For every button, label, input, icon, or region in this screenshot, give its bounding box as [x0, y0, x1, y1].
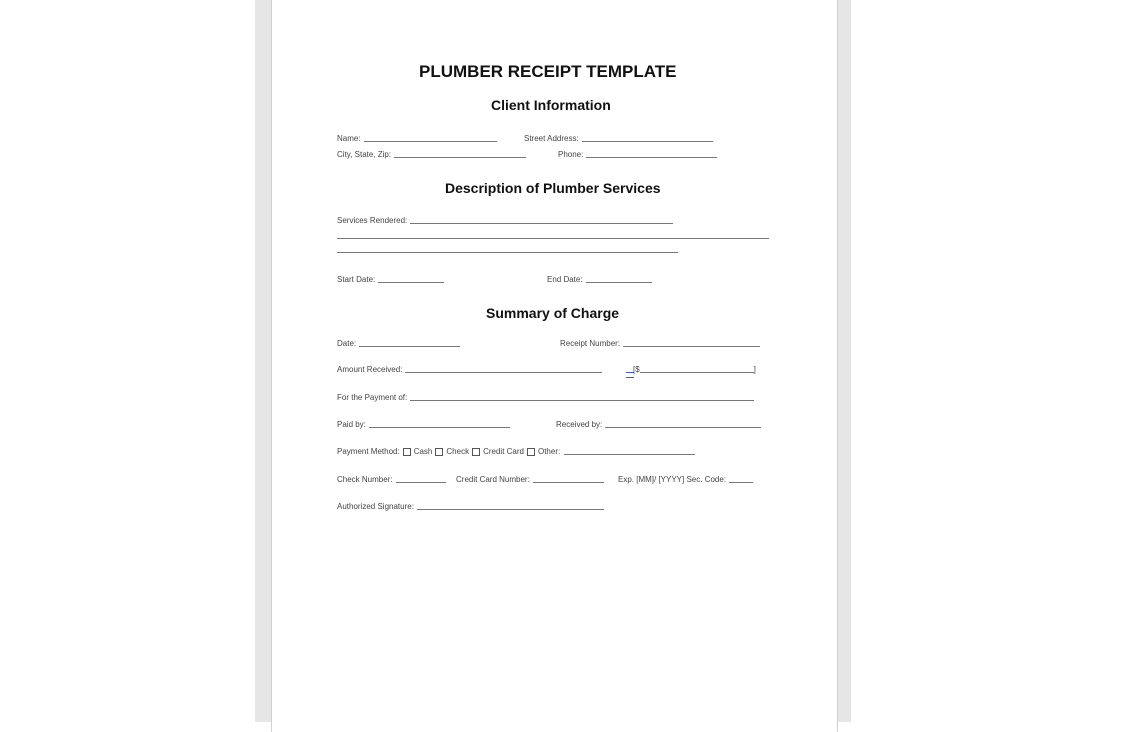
amount-received-field	[337, 365, 602, 374]
credit-card-number-label: Credit Card Number:	[456, 475, 530, 484]
received-by-label: Received by:	[556, 420, 603, 429]
date-line[interactable]	[359, 346, 460, 347]
date-field	[337, 339, 460, 348]
other-option-label: Other:	[537, 447, 561, 456]
payment-for-field	[337, 393, 754, 402]
document-page	[271, 0, 838, 732]
start-date-field	[337, 275, 444, 284]
authorized-signature-line[interactable]	[417, 509, 604, 510]
end-date-field	[547, 275, 652, 284]
cash-checkbox-icon[interactable]	[403, 448, 411, 456]
check-number-field	[337, 475, 446, 484]
services-rendered-field	[337, 216, 673, 225]
exp-sec-code-label: Exp. [MM]/ [YYYY] Sec. Code:	[618, 475, 727, 484]
street-address-line[interactable]	[582, 141, 713, 142]
name-line[interactable]	[364, 141, 497, 142]
check-option-label: Check	[446, 447, 470, 456]
check-number-label: Check Number:	[337, 475, 393, 484]
phone-field	[558, 150, 717, 159]
city-state-zip-label: City, State, Zip:	[337, 150, 392, 159]
city-state-zip-line[interactable]	[394, 157, 526, 158]
cash-option-label: Cash	[413, 447, 433, 456]
summary-heading: Summary of Charge	[486, 305, 620, 321]
payment-for-line[interactable]	[410, 400, 754, 401]
credit-card-number-line[interactable]	[533, 482, 604, 483]
sec-code-line[interactable]	[729, 482, 753, 483]
start-date-line[interactable]	[378, 282, 444, 283]
payment-method-row	[337, 447, 695, 456]
receipt-number-label: Receipt Number:	[560, 339, 621, 348]
credit-card-number-field	[456, 475, 604, 484]
services-rendered-line-2[interactable]	[337, 238, 769, 239]
client-info-heading: Client Information	[491, 97, 611, 113]
end-date-line[interactable]	[586, 282, 652, 283]
amount-dollar-line[interactable]	[640, 372, 754, 373]
received-by-field	[556, 420, 761, 429]
check-number-line[interactable]	[396, 482, 446, 483]
paid-by-field	[337, 420, 510, 429]
received-by-line[interactable]	[605, 427, 761, 428]
amount-bracket-open: [$	[633, 365, 640, 374]
street-address-label: Street Address:	[524, 134, 579, 143]
receipt-number-line[interactable]	[623, 346, 760, 347]
authorized-signature-label: Authorized Signature:	[337, 502, 414, 511]
amount-received-line[interactable]	[405, 372, 602, 373]
name-label: Name:	[337, 134, 361, 143]
date-label: Date:	[337, 339, 357, 348]
check-checkbox-icon[interactable]	[435, 448, 443, 456]
exp-sec-code-field	[618, 475, 753, 484]
name-field	[337, 134, 497, 143]
other-checkbox-icon[interactable]	[527, 448, 535, 456]
services-rendered-line-3[interactable]	[337, 252, 678, 253]
amount-bracket-close: ]	[753, 365, 756, 374]
payment-for-label: For the Payment of:	[337, 393, 408, 402]
paid-by-label: Paid by:	[337, 420, 366, 429]
paid-by-line[interactable]	[369, 427, 510, 428]
credit-card-option-label: Credit Card	[483, 447, 524, 456]
authorized-signature-field	[337, 502, 604, 511]
services-heading: Description of Plumber Services	[445, 180, 661, 196]
start-date-label: Start Date:	[337, 275, 376, 284]
document-title: PLUMBER RECEIPT TEMPLATE	[419, 62, 677, 81]
receipt-number-field	[560, 339, 760, 348]
end-date-label: End Date:	[547, 275, 583, 284]
phone-line[interactable]	[586, 157, 717, 158]
city-state-zip-field	[337, 150, 526, 159]
street-address-field	[524, 134, 713, 143]
other-line[interactable]	[564, 454, 695, 455]
payment-method-label: Payment Method:	[337, 447, 400, 456]
services-rendered-label: Services Rendered:	[337, 216, 408, 225]
phone-label: Phone:	[558, 150, 584, 159]
amount-dollar-field	[633, 365, 756, 374]
services-rendered-line-1[interactable]	[410, 223, 673, 224]
credit-card-checkbox-icon[interactable]	[472, 448, 480, 456]
amount-received-label: Amount Received:	[337, 365, 403, 374]
